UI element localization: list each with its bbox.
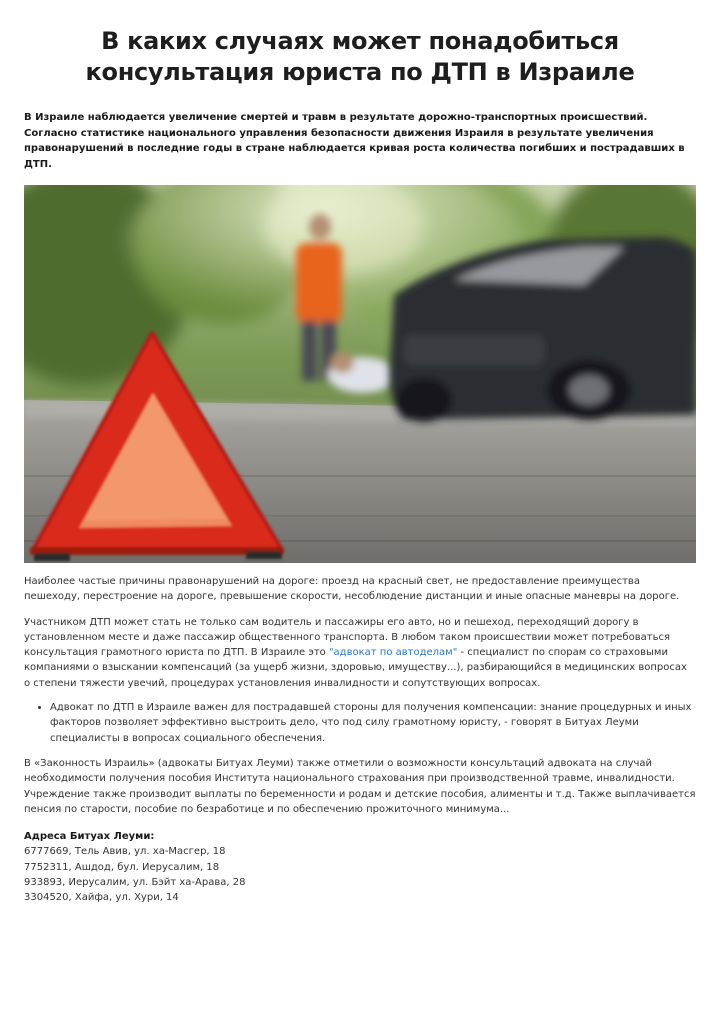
paragraph-participants-text-2: - специалист по спорам со страховыми компаниями о взыскании компенсаций (за ущерб жизни, здоровью, имуществу...), разбирающийся в медицинских вопросах о степени тяжести увечий, процедурах установления инвалидности и сопутствующих вопросах. <box>24 647 687 689</box>
addresses-block <box>24 829 696 905</box>
address-line: 3304520, Хайфа, ул. Хури, 14 <box>24 892 179 904</box>
addresses-title: Адреса Битуах Леуми: <box>24 831 155 843</box>
accident-photo <box>24 185 696 563</box>
address-line: 933893, Иерусалим, ул. Бэйт ха-Арава, 28 <box>24 877 246 889</box>
page-title <box>24 26 696 88</box>
title-line-1: В каких случаях может понадобиться <box>101 27 619 55</box>
bullet-list <box>24 700 696 746</box>
article <box>24 0 696 906</box>
title-line-2: консультация юриста по ДТП в Израиле <box>85 58 635 86</box>
lead-paragraph: В Израиле наблюдается увеличение смертей и травм в результате дорожно-транспортных происшествий. Согласно статистике национального управления безопасности движения Израиля в результате увеличения правонарушений в последние годы в стране наблюдается кривая роста количества погибших и пострадавших в ДТП. <box>24 112 685 170</box>
address-line: 6777669, Тель Авив, ул. ха-Масгер, 18 <box>24 846 226 858</box>
car-lawyer-link[interactable]: "адвокат по автоделам" <box>328 647 458 659</box>
address-line: 7752311, Ашдод, бул. Иерусалим, 18 <box>24 861 220 873</box>
list-item: • Адвокат по ДТП в Израиле важен для пострадавшей стороны для получения компенсации: знание процедурных и иных факторов позволяет эффективно выстроить дело, что под силу грамотному юристу, - говорят в Битуах Леуми специалисты в вопросах социального обеспечения. <box>50 700 696 746</box>
paragraph-legality: В «Законность Израиль» (адвокаты Битуах Леуми) также отметили о возможности консультаций адвоката на случай необходимости получения пособия Института национального страхования при производственной травме, инвалидности. Учреждение также производит выплаты по беременности и родам и детские пособия, алименты и т.д. Также выплачивается пенсия по старости, пособие по безработице и по обеспечению прожиточного минимума... <box>24 757 696 815</box>
paragraph-causes: Наиболее частые причины правонарушений на дороге: проезд на красный свет, не предоставление преимущества пешеходу, перестроение на дороге, превышение скорости, несоблюдение дистанции и иные опасные маневры на дороге. <box>24 576 680 603</box>
paragraph-participants <box>24 615 696 691</box>
paragraph-participants-text-1: Участником ДТП может стать не только сам водитель и пассажиры его авто, но и пешеход, переходящий дорогу в установленном месте и даже пассажир общественного транспорта. В любом таком происшествии может потребоваться консультация грамотного юриста по ДТП. В Израиле это <box>24 616 670 659</box>
